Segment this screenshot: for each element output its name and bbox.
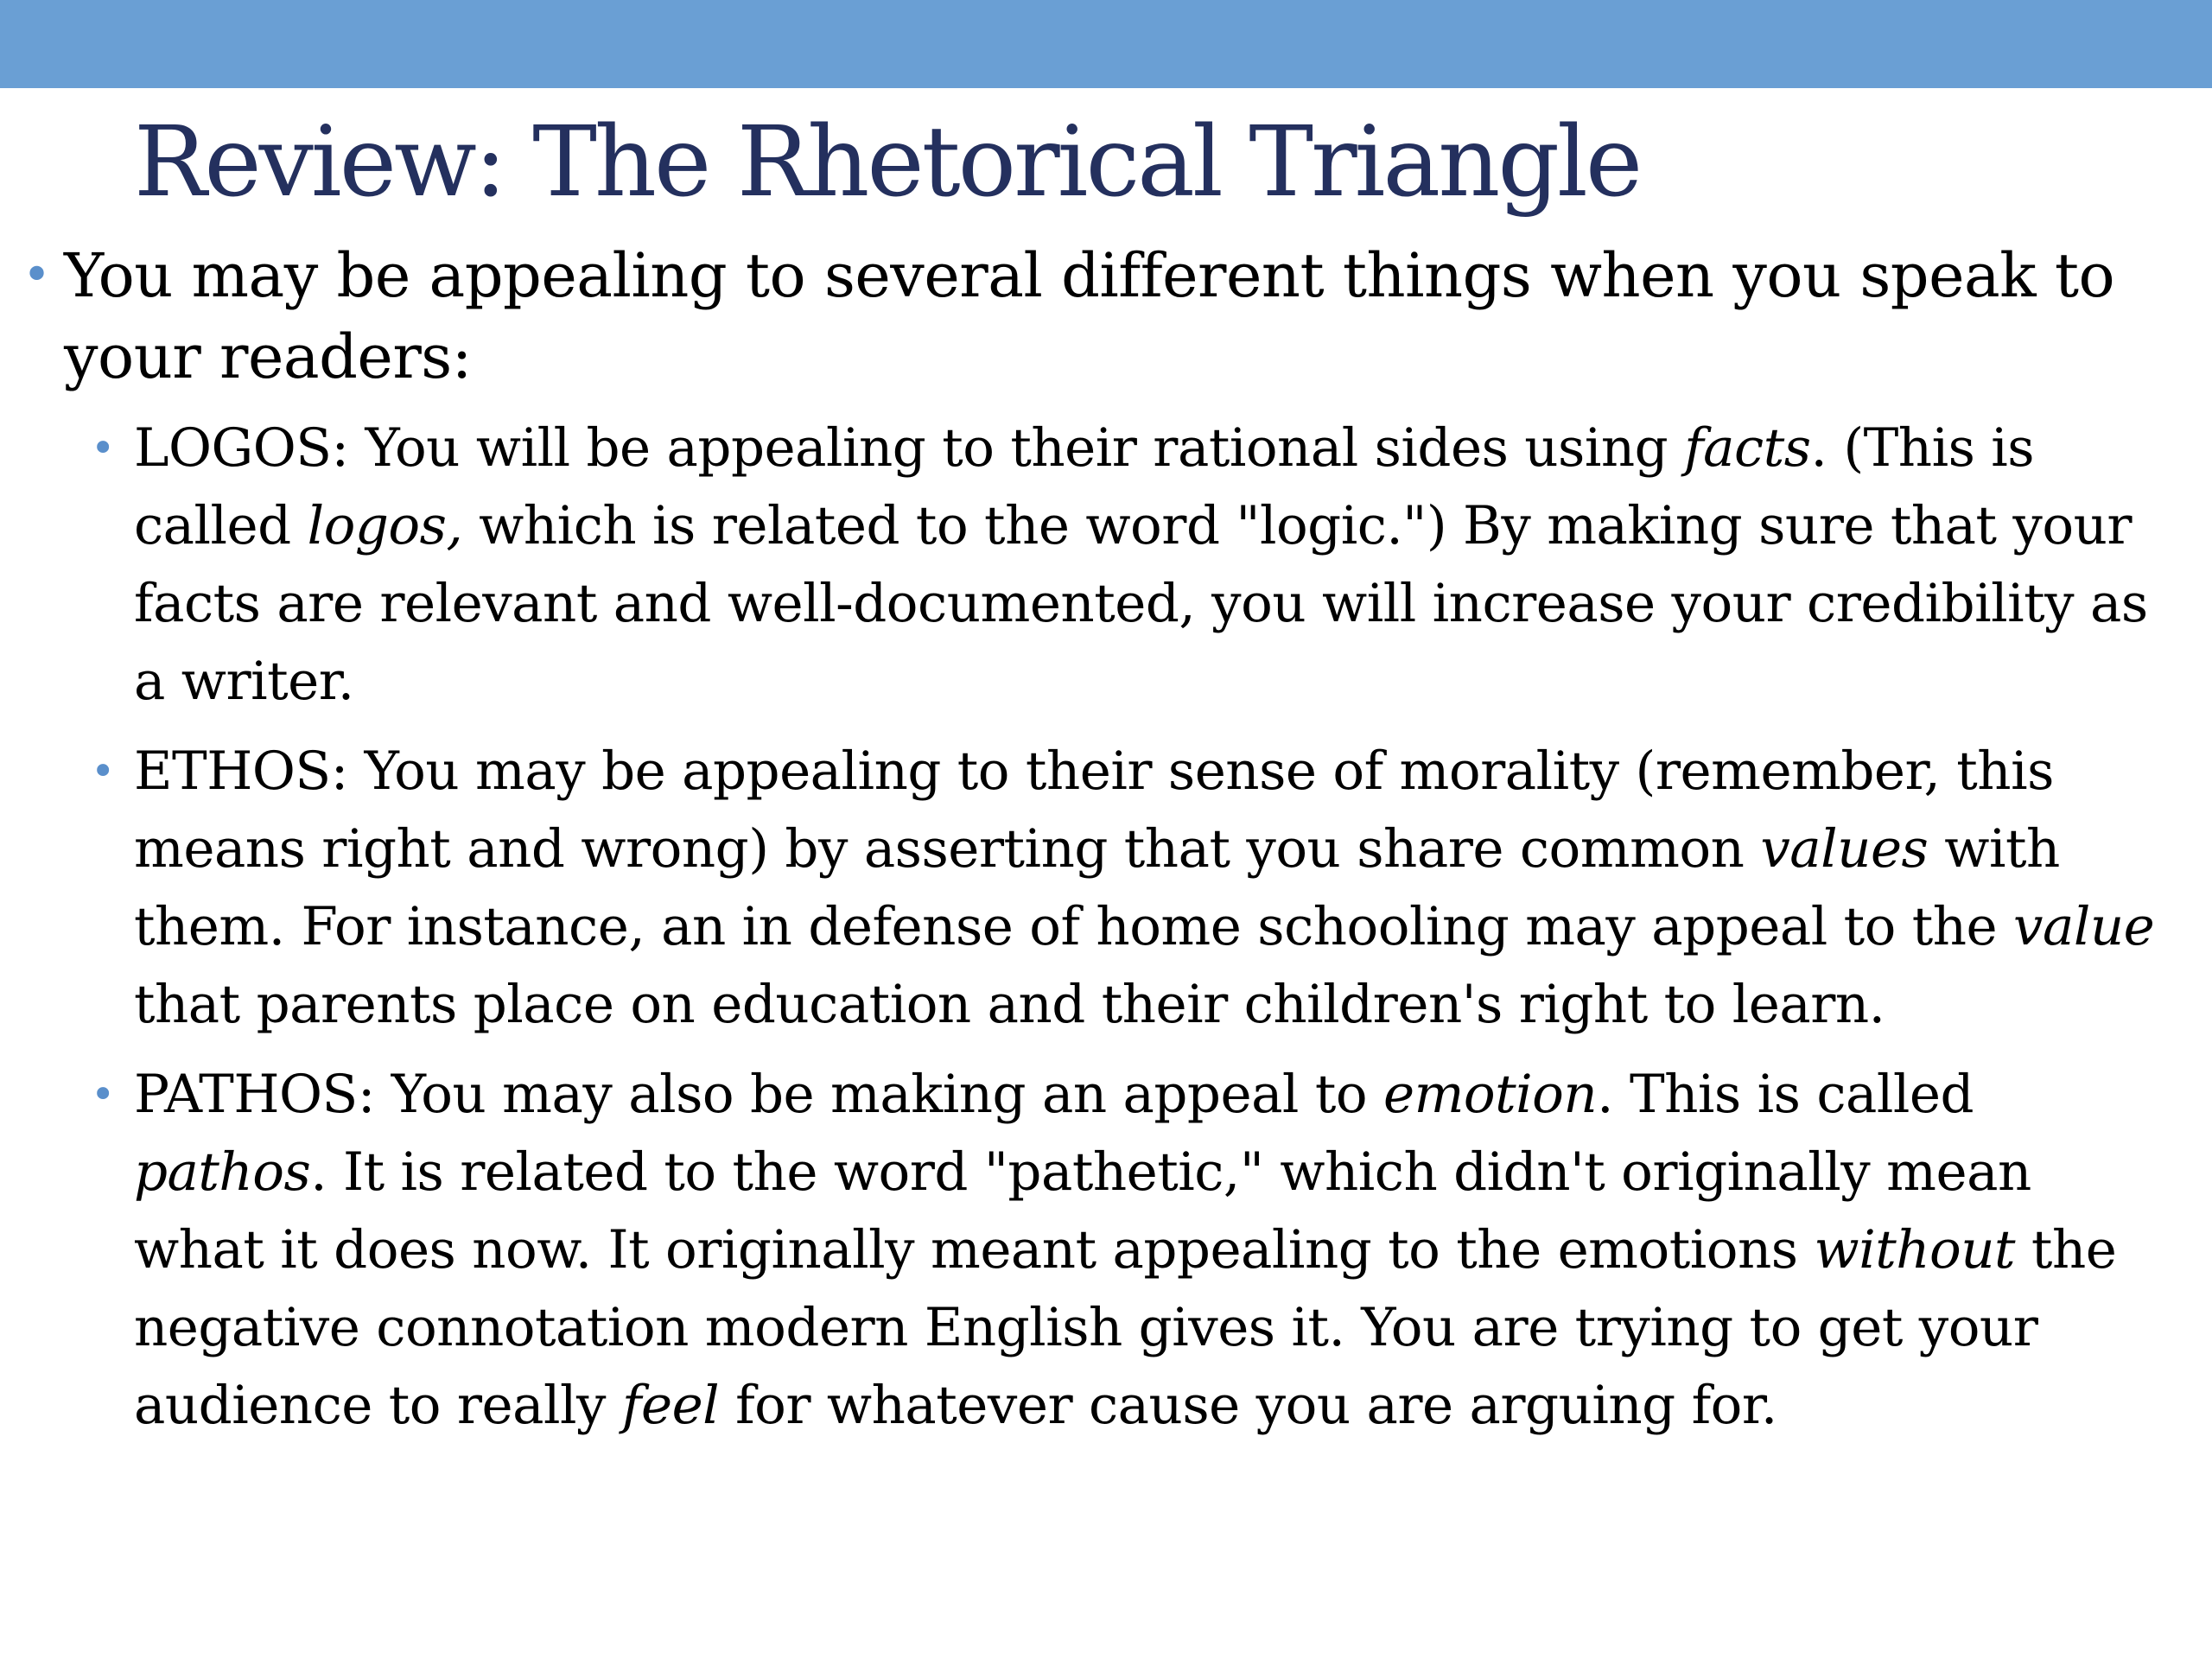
bullet-icon: •	[91, 424, 115, 473]
logos-italic-facts: facts	[1684, 417, 1811, 479]
top-accent-bar	[0, 0, 2212, 88]
slide-body	[0, 235, 2212, 1445]
ethos-italic-value: value	[2013, 896, 2155, 957]
pathos-text: for whatever cause you are arguing for.	[719, 1375, 1777, 1436]
bullet-icon: •	[91, 1071, 115, 1119]
pathos-text: . It is related to the word "pathetic," which didn't originally mean what it does now. It originally meant appealing to the emotions	[134, 1141, 2031, 1281]
logos-text: which is related to the word "logic.") By making sure that your facts are relevant and well-documented, you will increase your credibility as a writer.	[134, 495, 2148, 712]
ethos-text: with them. For instance, an in defense of home schooling may appeal to the	[134, 818, 2060, 957]
ethos-text: ETHOS: You may be appealing to their sense of morality (remember, this means right and wrong) by asserting that you share common	[134, 741, 2054, 880]
bullet-icon: •	[91, 747, 115, 796]
pathos-text: PATHOS: You may also be making an appeal to	[134, 1064, 1383, 1125]
logos-text: . (This is called	[134, 417, 2035, 556]
pathos-italic-without: without	[1814, 1219, 2016, 1281]
pathos-italic-pathos: pathos	[134, 1141, 311, 1203]
pathos-text: the negative connotation modern English gives it. You are trying to get your audience to really	[134, 1219, 2117, 1436]
pathos-italic-emotion: emotion	[1382, 1064, 1598, 1125]
logos-bullet	[91, 410, 2173, 721]
logos-italic-logos: logos,	[307, 495, 463, 556]
bullet-icon: •	[22, 247, 51, 303]
ethos-bullet	[91, 733, 2173, 1044]
slide-title: Review: The Rhetorical Triangle	[134, 106, 1641, 219]
ethos-italic-values: values	[1760, 818, 1929, 880]
intro-bullet	[22, 235, 2120, 397]
ethos-text: that parents place on education and their children's right to learn.	[134, 974, 1885, 1035]
logos-text: LOGOS: You will be appealing to their rational sides using	[134, 417, 1685, 479]
intro-text: You may be appealing to several different things when you speak to your readers:	[64, 240, 2115, 392]
pathos-text: . This is called	[1597, 1064, 1974, 1125]
pathos-bullet	[91, 1056, 2173, 1445]
pathos-italic-feel: feel	[621, 1375, 720, 1436]
